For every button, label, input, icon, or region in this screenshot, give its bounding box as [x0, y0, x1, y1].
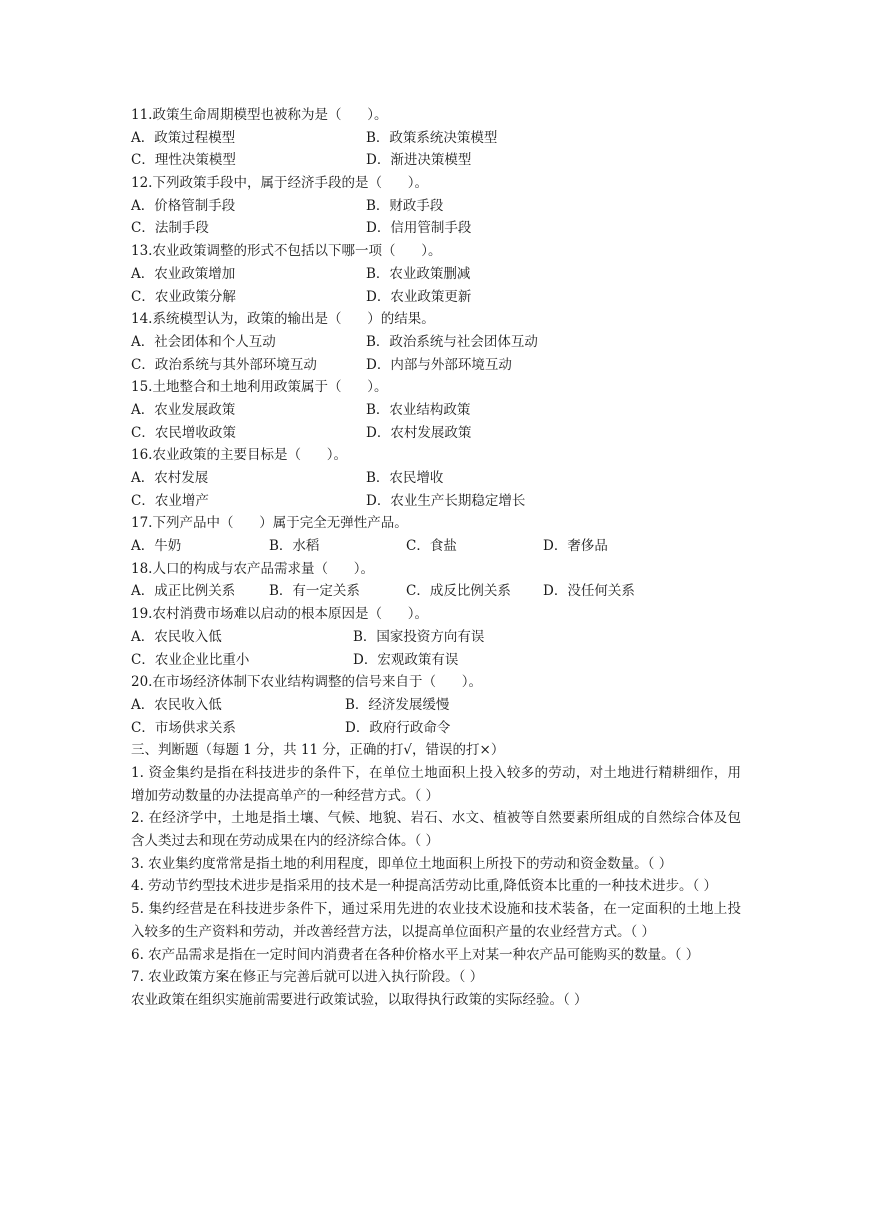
- question-12-stem: 12.下列政策手段中，属于经济手段的是（ ）。: [131, 175, 428, 192]
- option-a: A．农业政策增加: [131, 265, 236, 282]
- question-15-stem: 15.土地整合和土地利用政策属于（ ）。: [131, 379, 388, 396]
- option-a: A．政策过程模型: [131, 129, 236, 146]
- question-19-options-row-2: [131, 649, 741, 672]
- option-a: A．农民收入低: [131, 628, 222, 645]
- option-c: C．农业政策分解: [131, 288, 236, 305]
- question-16-stem: 16.农业政策的主要目标是（ ）。: [131, 447, 347, 464]
- question-13-options-row-2: [131, 286, 741, 309]
- judgment-item-8: 农业政策在组织实施前需要进行政策试验，以取得执行政策的实际经验。（ ）: [131, 991, 588, 1008]
- question-12-options-row-2: [131, 217, 741, 240]
- question-11-options-row-2: [131, 149, 741, 172]
- option-c: C．农民增收政策: [131, 424, 236, 441]
- judgment-item-6: 6. 农产品需求是指在一定时间内消费者在各种价格水平上对某一种农产品可能购买的数量。（ ）: [131, 946, 700, 963]
- option-c: C．农业增产: [131, 492, 209, 509]
- option-a: A．成正比例关系: [131, 583, 236, 600]
- section-heading: 三、判断题（每题 1 分，共 11 分，正确的打√，错误的打×）: [131, 742, 505, 759]
- option-c: C．市场供求关系: [131, 719, 236, 736]
- option-d: D．信用管制手段: [366, 220, 472, 237]
- option-a: A．农民收入低: [131, 696, 222, 713]
- question-19-stem: 19.农村消费市场难以启动的根本原因是（ ）。: [131, 606, 428, 623]
- judgment-item-5: 5. 集约经营是在科技进步条件下，通过采用先进的农业技术设施和技术装备，在一定面积的土地上投入较多的生产资料和劳动，并改善经营方法，以提高单位面积产量的农业经营方式。（ ）: [131, 901, 741, 940]
- question-13-options-row-1: [131, 263, 741, 286]
- option-d: D．宏观政策有误: [353, 651, 459, 668]
- document-page: [131, 104, 741, 1012]
- option-c: C．政治系统与其外部环境互动: [131, 356, 317, 373]
- option-b: B．国家投资方向有误: [353, 628, 485, 645]
- option-b: B．农业政策删减: [366, 265, 471, 282]
- option-b: B．财政手段: [366, 197, 444, 214]
- option-b: B．有一定关系: [269, 583, 360, 600]
- option-d: D．奢侈品: [543, 538, 608, 555]
- option-b: B．政策系统决策模型: [366, 129, 498, 146]
- option-d: D．没任何关系: [543, 583, 635, 600]
- question-11-options-row-1: [131, 127, 741, 150]
- question-16-options-row-2: [131, 490, 741, 513]
- question-18-options-row: [131, 580, 741, 603]
- option-b: B．水稻: [269, 538, 320, 555]
- judgment-item-2: 2. 在经济学中，土地是指土壤、气候、地貌、岩石、水文、植被等自然要素所组成的自然综合体及包含人类过去和现在劳动成果在内的经济综合体。（ ）: [131, 810, 741, 850]
- question-19-options-row-1: [131, 626, 741, 649]
- question-12-options-row-1: [131, 195, 741, 218]
- question-15-options-row-1: [131, 399, 741, 422]
- question-14-options-row-2: [131, 354, 741, 377]
- judgment-item-1: 1. 资金集约是指在科技进步的条件下，在单位土地面积上投入较多的劳动，对土地进行精耕细作，用增加劳动数量的办法提高单产的一种经营方式。（ ）: [131, 764, 741, 804]
- option-a: A．价格管制手段: [131, 197, 236, 214]
- option-c: C．理性决策模型: [131, 152, 236, 169]
- option-a: A．农村发展: [131, 470, 209, 486]
- question-11-stem: 11.政策生命周期模型也被称为是（ ）。: [131, 107, 388, 123]
- option-d: D．内部与外部环境互动: [366, 356, 512, 373]
- question-13-stem: 13.农业政策调整的形式不包括以下哪一项（ ）。: [131, 243, 442, 260]
- question-16-options-row-1: [131, 467, 741, 490]
- option-c: C．农业企业比重小: [131, 651, 250, 668]
- judgment-item-7: 7. 农业政策方案在修正与完善后就可以进入执行阶段。（ ）: [131, 969, 484, 986]
- question-20-options-row-2: [131, 717, 741, 740]
- question-20-options-row-1: [131, 694, 741, 717]
- question-18-stem: 18.人口的构成与农产品需求量（ ）。: [131, 560, 374, 577]
- question-14-stem: 14.系统模型认为，政策的输出是（ ）的结果。: [131, 311, 435, 328]
- option-d: D．农村发展政策: [366, 424, 472, 441]
- question-17-stem: 17.下列产品中（ ）属于完全无弹性产品。: [131, 515, 408, 532]
- option-d: D．农业生产长期稳定增长: [366, 492, 526, 509]
- question-17-options-row: [131, 535, 741, 558]
- option-b: B．农民增收: [366, 470, 444, 486]
- option-d: D．政府行政命令: [345, 719, 451, 736]
- option-c: C．法制手段: [131, 220, 209, 237]
- option-a: A．社会团体和个人互动: [131, 333, 276, 350]
- judgment-item-3: 3. 农业集约度常常是指土地的利用程度，即单位土地面积上所投下的劳动和资金数量。（ ）: [131, 855, 673, 872]
- option-d: D．农业政策更新: [366, 288, 472, 305]
- option-d: D．渐进决策模型: [366, 152, 472, 169]
- option-b: B．农业结构政策: [366, 401, 471, 418]
- option-c: C．食盐: [406, 538, 457, 555]
- option-b: B．经济发展缓慢: [345, 696, 450, 713]
- question-20-stem: 20.在市场经济体制下农业结构调整的信号来自于（ ）。: [131, 674, 482, 691]
- option-a: A．农业发展政策: [131, 401, 236, 418]
- option-b: B．政治系统与社会团体互动: [366, 333, 538, 350]
- option-c: C．成反比例关系: [406, 583, 511, 600]
- question-15-options-row-2: [131, 422, 741, 445]
- option-a: A．牛奶: [131, 538, 182, 555]
- judgment-item-4: 4. 劳动节约型技术进步是指采用的技术是一种提高活劳动比重,降低资本比重的一种技术进步。（ ）: [131, 878, 718, 895]
- question-14-options-row-1: [131, 331, 741, 354]
